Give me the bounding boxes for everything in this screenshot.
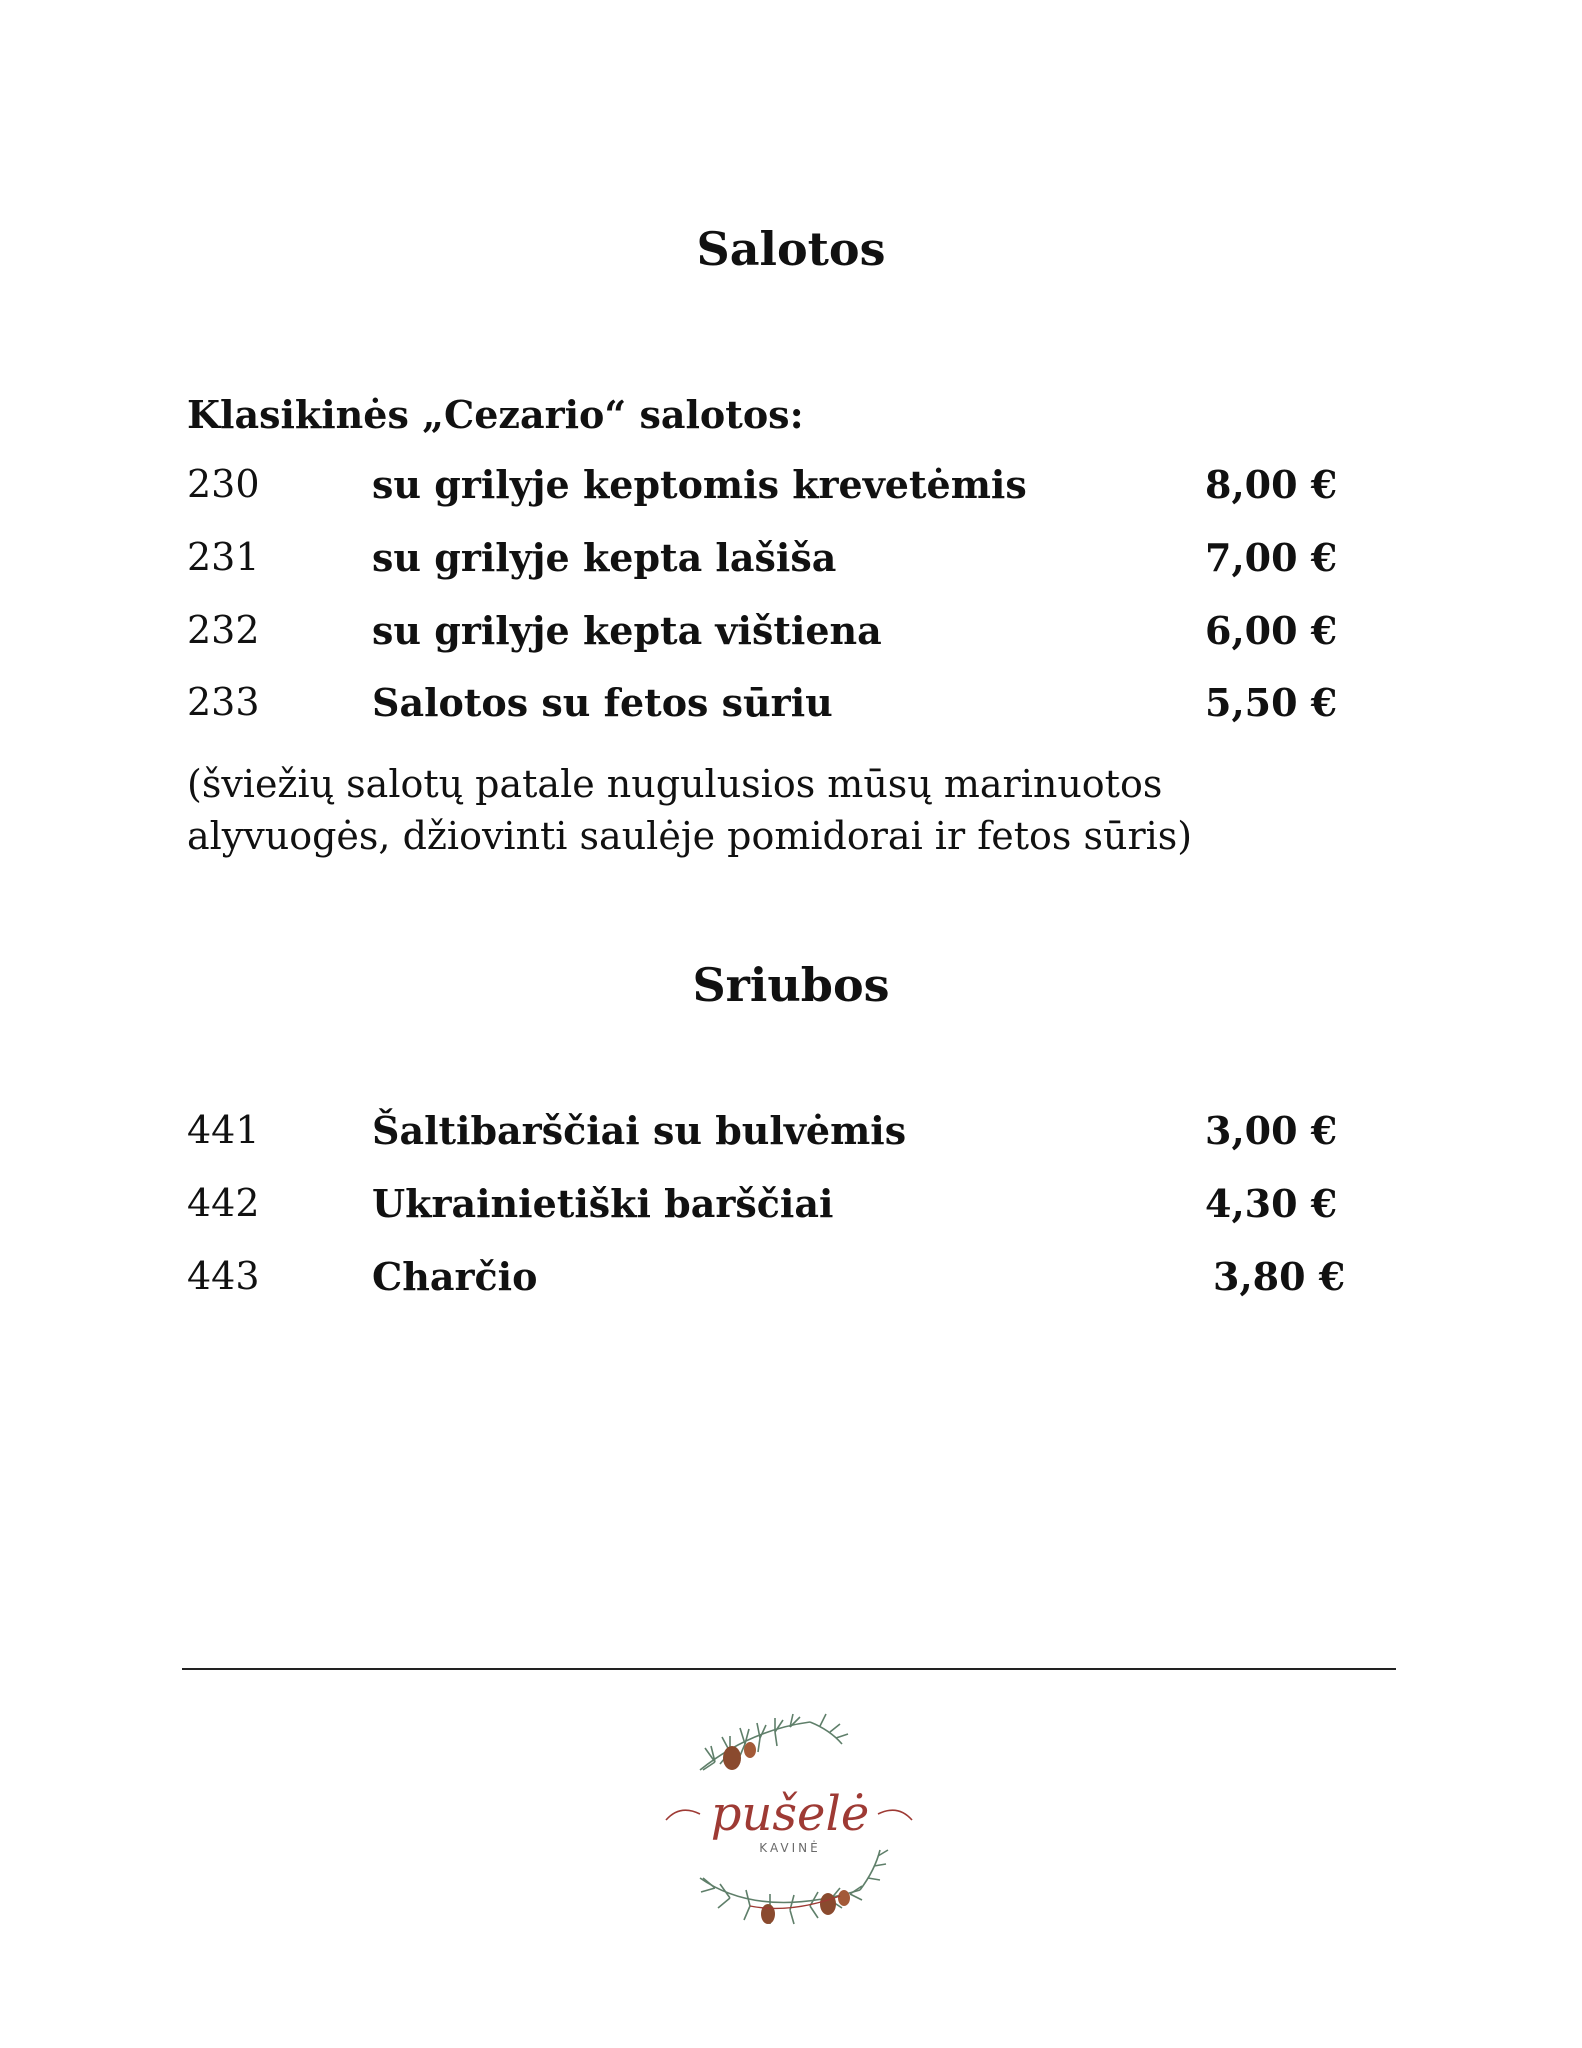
item-name: Charčio (372, 1254, 538, 1299)
salad-description-line: alyvuogės, džiovinti saulėje pomidorai ir fetos sūris) (187, 814, 1193, 858)
logo-brand-text: pušelė (710, 1786, 870, 1842)
menu-row (187, 1181, 1367, 1237)
salad-description (187, 758, 1337, 862)
item-name: Ukrainietiški barščiai (372, 1181, 834, 1226)
item-code: 442 (187, 1181, 260, 1225)
pine-cone-icon (723, 1746, 741, 1770)
footer-divider (182, 1668, 1396, 1670)
item-name: su grilyje kepta vištiena (372, 608, 882, 653)
pine-cone-icon (744, 1742, 756, 1758)
menu-row (187, 608, 1367, 664)
salad-description-line: (šviežių salotų patale nugulusios mūsų marinuotos (187, 762, 1163, 806)
caesar-salad-subheading: Klasikinės „Cezario“ salotos: (187, 392, 804, 437)
item-price: 8,00 € (1205, 462, 1338, 507)
item-code: 232 (187, 608, 260, 652)
item-name: Šaltibarščiai su bulvėmis (372, 1108, 907, 1153)
item-price: 3,80 € (1213, 1254, 1346, 1299)
menu-row (187, 1108, 1367, 1164)
pine-branch-icon (700, 1850, 888, 1924)
pine-cone-icon (820, 1893, 836, 1915)
item-price: 3,00 € (1205, 1108, 1338, 1153)
menu-row (187, 462, 1367, 518)
item-code: 441 (187, 1108, 260, 1152)
menu-row (187, 680, 1367, 736)
item-price: 4,30 € (1205, 1181, 1338, 1226)
logo-sub-text: KAVINĖ (759, 1841, 821, 1855)
item-price: 7,00 € (1205, 535, 1338, 580)
item-code: 230 (187, 462, 260, 506)
item-code: 233 (187, 680, 260, 724)
section-title-soups: Sriubos (692, 958, 890, 1012)
menu-row (187, 535, 1367, 591)
pine-cone-icon (838, 1890, 850, 1906)
section-title-salads: Salotos (696, 222, 886, 276)
item-price: 6,00 € (1205, 608, 1338, 653)
item-name: Salotos su fetos sūriu (372, 680, 833, 725)
pine-wreath-logo (660, 1700, 920, 1940)
pine-cone-icon (761, 1904, 775, 1924)
item-name: su grilyje keptomis krevetėmis (372, 462, 1027, 507)
item-code: 443 (187, 1254, 260, 1298)
item-code: 231 (187, 535, 260, 579)
pine-branch-icon (700, 1714, 848, 1770)
item-price: 5,50 € (1205, 680, 1338, 725)
item-name: su grilyje kepta lašiša (372, 535, 837, 580)
menu-row (187, 1254, 1367, 1310)
cafe-logo (660, 1700, 920, 1940)
